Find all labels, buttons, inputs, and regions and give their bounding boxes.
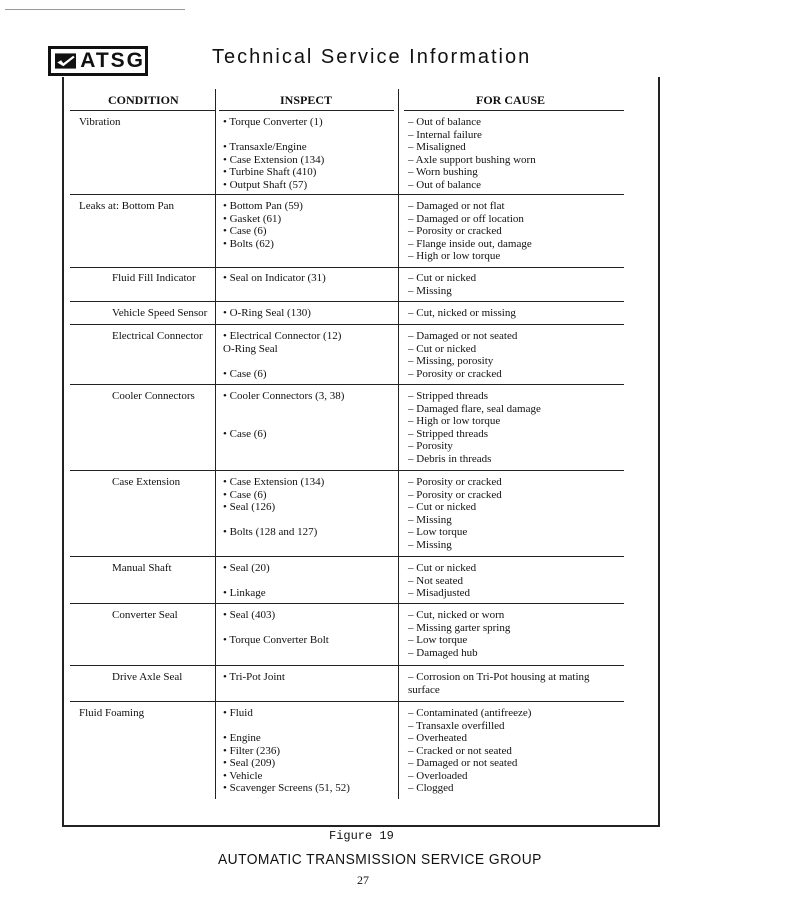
cause-item: – Flange inside out, damage: [408, 237, 532, 250]
inspect-item: • Fluid: [223, 707, 253, 719]
inspect-item: • O-Ring Seal (130): [223, 307, 311, 319]
row-divider: [70, 267, 624, 268]
cause-item: surface: [408, 683, 440, 696]
cause-item: – Missing garter spring: [408, 621, 511, 634]
inspect-item: • Cooler Connectors (3, 38): [223, 390, 345, 402]
condition-cell: Case Extension: [112, 476, 181, 488]
cause-item: – Stripped threads: [408, 390, 489, 402]
cause-item: – Missing, porosity: [408, 355, 494, 367]
inspect-item: • Case (6): [223, 225, 267, 237]
cause-item: – Damaged or off location: [408, 212, 524, 225]
cause-item: – Porosity: [408, 440, 453, 452]
inspect-item: • Case Extension (134): [223, 476, 325, 488]
inspect-item: • Seal (20): [223, 562, 270, 574]
top-rule: [5, 9, 185, 10]
checkmark-icon: [55, 51, 76, 71]
row-divider: [70, 324, 624, 325]
cause-item: – Missing: [408, 284, 452, 297]
figure-caption: Figure 19: [329, 829, 394, 843]
cause-item: – Missing: [408, 538, 452, 551]
cause-item: – Porosity or cracked: [408, 367, 502, 380]
cause-item: – Transaxle overfilled: [408, 719, 505, 732]
cause-item: – Cut or nicked: [408, 501, 477, 513]
cause-item: – Cut, nicked or worn: [408, 609, 505, 621]
inspect-item: • Gasket (61): [223, 212, 282, 225]
condition-cell: Fluid Foaming: [79, 707, 145, 719]
page-title: Technical Service Information: [212, 46, 532, 68]
condition-cell: Vibration: [79, 116, 121, 128]
inspect-item: • Bottom Pan (59): [223, 200, 303, 212]
cause-item: – Corrosion on Tri-Pot housing at mating: [408, 671, 590, 683]
inspect-item: • Bolts (128 and 127): [223, 526, 318, 538]
row-divider: [70, 301, 624, 302]
cause-item: – Axle support bushing worn: [408, 153, 536, 166]
inspect-item: • Scavenger Screens (51, 52): [223, 782, 350, 794]
column-divider: [398, 89, 399, 799]
cause-item: – Damaged or not seated: [408, 757, 518, 769]
inspect-item: • Case (6): [223, 427, 267, 440]
cause-item: – Cut or nicked: [408, 562, 477, 574]
inspect-item: • Linkage: [223, 587, 266, 599]
cause-item: – Out of balance: [408, 116, 481, 128]
cause-item: – Misaligned: [408, 141, 466, 153]
inspect-item: • Electrical Connector (12): [223, 330, 342, 342]
cause-item: – Damaged flare, seal damage: [408, 402, 541, 415]
cause-item: – High or low torque: [408, 415, 501, 427]
cause-item: – Out of balance: [408, 178, 481, 191]
inspect-item: • Seal (403): [223, 609, 276, 621]
condition-cell: Cooler Connectors: [112, 390, 195, 402]
cause-item: – Cut, nicked or missing: [408, 307, 516, 319]
cause-item: – Porosity or cracked: [408, 225, 502, 237]
cause-item: – Debris in threads: [408, 452, 492, 465]
row-divider: [70, 384, 624, 385]
cause-item: – Stripped threads: [408, 427, 489, 440]
inspect-item: • Case Extension (134): [223, 153, 325, 166]
row-divider: [70, 701, 624, 702]
header-condition: CONDITION: [108, 93, 179, 107]
cause-item: – Misadjusted: [408, 587, 471, 599]
cause-item: – Cracked or not seated: [408, 744, 512, 757]
cause-item: – Cut or nicked: [408, 342, 477, 355]
cause-item: – Missing: [408, 513, 452, 526]
row-divider: [70, 194, 624, 195]
page-number: 27: [357, 873, 369, 887]
cause-item: – Worn bushing: [408, 166, 478, 178]
row-divider: [70, 603, 624, 604]
row-divider: [70, 470, 624, 471]
cause-item: – High or low torque: [408, 250, 501, 262]
cause-item: – Damaged or not seated: [408, 330, 518, 342]
inspect-item: • Vehicle: [223, 769, 263, 782]
logo-text: ATSG: [80, 49, 145, 72]
inspect-item: • Seal on Indicator (31): [223, 272, 326, 284]
cause-item: – Clogged: [408, 782, 454, 794]
inspect-item: • Filter (236): [223, 744, 281, 757]
header-cause: FOR CAUSE: [476, 93, 546, 107]
row-divider: [70, 110, 215, 111]
condition-cell: Vehicle Speed Sensor: [112, 307, 208, 319]
inspect-item: • Transaxle/Engine: [223, 141, 307, 153]
cause-item: – Porosity or cracked: [408, 476, 502, 488]
cause-item: – Low torque: [408, 634, 468, 646]
cause-item: – Overloaded: [408, 769, 468, 782]
row-divider: [404, 110, 624, 111]
column-divider: [215, 89, 216, 799]
condition-cell: Fluid Fill Indicator: [112, 272, 196, 284]
inspect-item: • Torque Converter Bolt: [223, 634, 329, 646]
condition-cell: Manual Shaft: [112, 562, 172, 574]
inspect-item: • Seal (126): [223, 501, 276, 513]
row-divider: [219, 110, 394, 111]
condition-cell: Converter Seal: [112, 609, 178, 621]
atsg-logo: [48, 46, 148, 76]
inspect-item: • Case (6): [223, 488, 267, 501]
inspect-item: • Tri-Pot Joint: [223, 671, 285, 683]
cause-item: – Cut or nicked: [408, 272, 477, 284]
condition-cell: Drive Axle Seal: [112, 671, 183, 683]
inspect-item: • Case (6): [223, 367, 267, 380]
inspect-item: • Turbine Shaft (410): [223, 166, 317, 178]
cause-item: – Internal failure: [408, 128, 482, 141]
inspect-item: • Bolts (62): [223, 237, 274, 250]
cause-item: – Porosity or cracked: [408, 488, 502, 501]
inspect-item: • Output Shaft (57): [223, 178, 308, 191]
inspect-item: • Torque Converter (1): [223, 116, 323, 128]
cause-item: – Contaminated (antifreeze): [408, 707, 532, 719]
table-frame: [62, 77, 660, 827]
row-divider: [70, 665, 624, 666]
footer-org: AUTOMATIC TRANSMISSION SERVICE GROUP: [218, 851, 542, 868]
row-divider: [70, 556, 624, 557]
cause-item: – Damaged hub: [408, 646, 478, 659]
inspect-item: • Seal (209): [223, 757, 276, 769]
inspect-item: • Engine: [223, 732, 261, 744]
inspect-item: O-Ring Seal: [223, 342, 278, 355]
cause-item: – Not seated: [408, 574, 463, 587]
header-inspect: INSPECT: [280, 93, 333, 107]
cause-item: – Damaged or not flat: [408, 200, 505, 212]
cause-item: – Low torque: [408, 526, 468, 538]
cause-item: – Overheated: [408, 732, 467, 744]
condition-cell: Leaks at: Bottom Pan: [79, 200, 175, 212]
condition-cell: Electrical Connector: [112, 330, 203, 342]
